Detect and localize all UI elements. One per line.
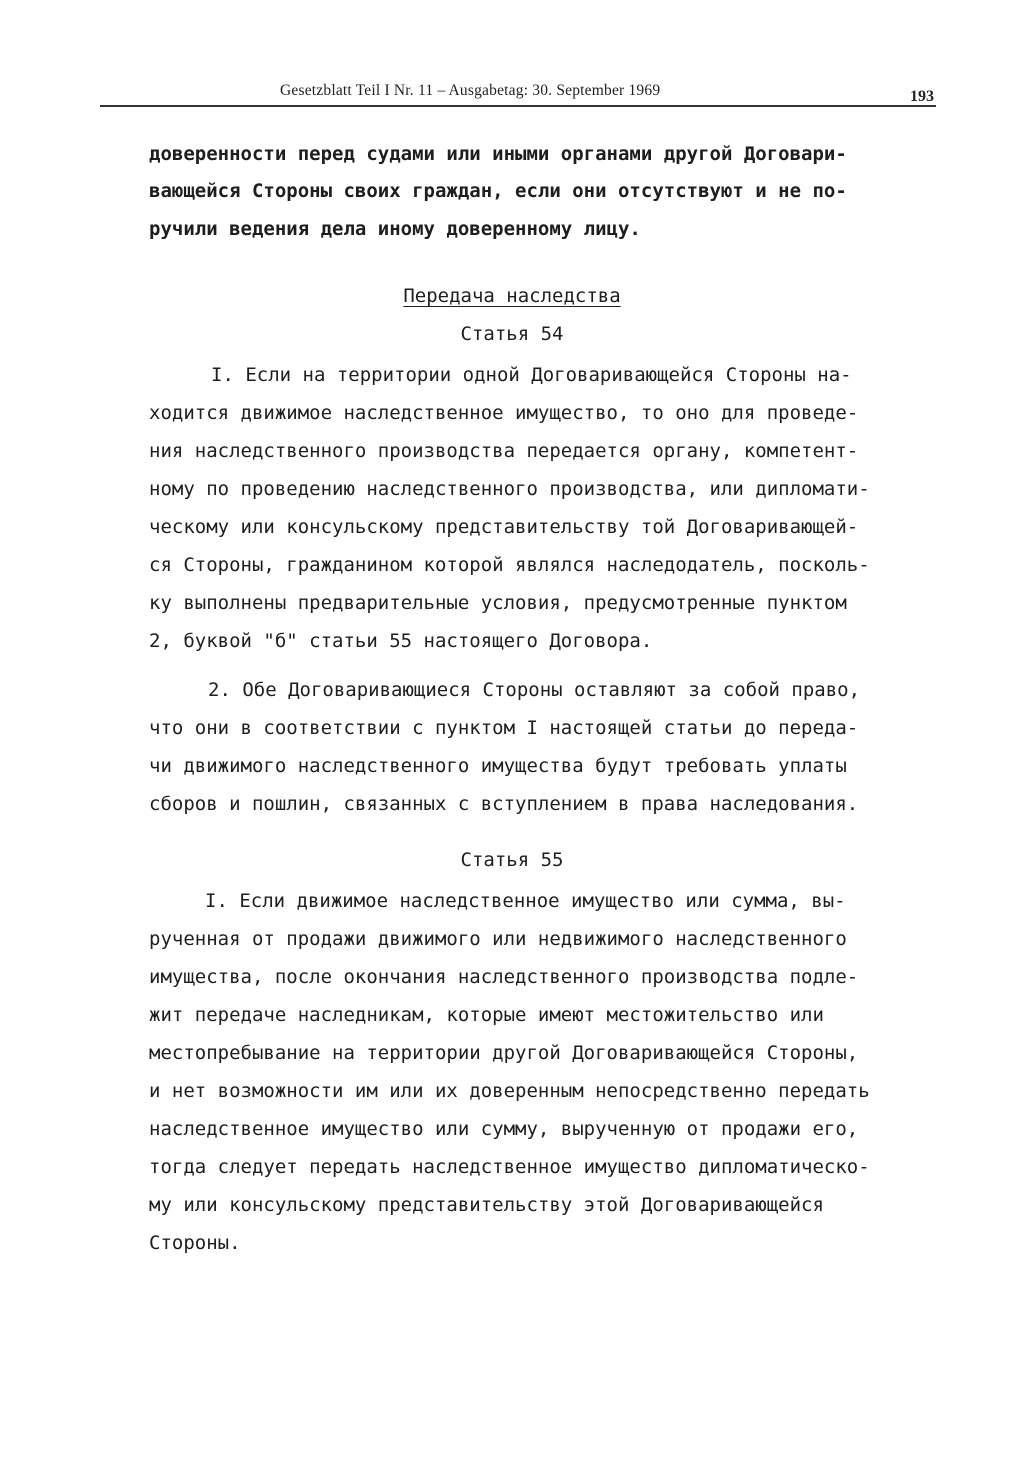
article-54-para-2-line: чи движимого наследственного имущества будут требовать уплаты [149,755,847,777]
article-55-para-1-line: му или консульскому представительству этой Договаривающейся [149,1194,824,1216]
intro-line: доверенности перед судами или иными органами другой Договари- [149,143,847,165]
article-54-para-1-line: ному по проведению наследственного производства, или дипломати- [149,478,870,500]
intro-line: ручили ведения дела иному доверенному лицу. [149,218,641,240]
article-54-para-2-line: что они в соответствии с пунктом I настоящей статьи до переда- [149,717,859,739]
article-55-para-1-line: местопребывание на территории другой Договаривающейся Стороны, [149,1042,859,1064]
article-55-para-1-line: I. Если движимое наследственное имущество или сумма, вы- [205,890,846,912]
header-rule [100,105,936,107]
article-54-para-1-line: ния наследственного производства передается органу, компетент- [149,440,859,462]
article-55-para-1-line: рученная от продажи движимого или недвижимого наследственного [149,928,847,950]
article-55-para-1-line: жит передаче наследникам, которые имеют местожительство или [149,1004,824,1026]
article-54-para-2-line: 2. Обе Договаривающиеся Стороны оставляют за собой право, [208,679,861,701]
article-54-para-1-line: 2, буквой "б" статьи 55 настоящего Договора. [149,630,653,652]
article-54-para-1-line: ходится движимое наследственное имущество, то оно для проведе- [149,402,859,424]
article-55-para-1-line: имущества, после окончания наследственного производства подле- [149,966,859,988]
section-title: Передача наследства [403,285,621,307]
article-54-para-1-line: ку выполнены предварительные условия, предусмотренные пунктом [149,592,847,614]
intro-line: вающейся Стороны своих граждан, если они отсутствуют и не по- [149,180,847,202]
article-54-para-1-line: ся Стороны, гражданином которой являлся наследодатель, посколь- [149,554,870,576]
article-55-para-1-line: тогда следует передать наследственное имущество дипломатическо- [149,1156,870,1178]
running-title: Gesetzblatt Teil I Nr. 11 – Ausgabetag: 30. September 1969 [280,82,661,99]
article-55-title: Статья 55 [460,849,564,871]
article-55-para-1-line: Стороны. [149,1232,241,1254]
article-54-title: Статья 54 [460,323,564,345]
page-header [100,78,936,108]
article-54-para-1-line: ческому или консульскому представительству той Договаривающей- [149,516,859,538]
article-55-para-1-line: наследственное имущество или сумму, вырученную от продажи его, [149,1118,859,1140]
page-number: 193 [910,88,934,105]
article-54-para-1-line: I. Если на территории одной Договаривающейся Стороны на- [211,364,852,386]
article-55-para-1-line: и нет возможности им или их доверенным непосредственно передать [149,1080,870,1102]
article-54-para-2-line: сборов и пошлин, связанных с вступлением в права наследования. [149,793,859,815]
